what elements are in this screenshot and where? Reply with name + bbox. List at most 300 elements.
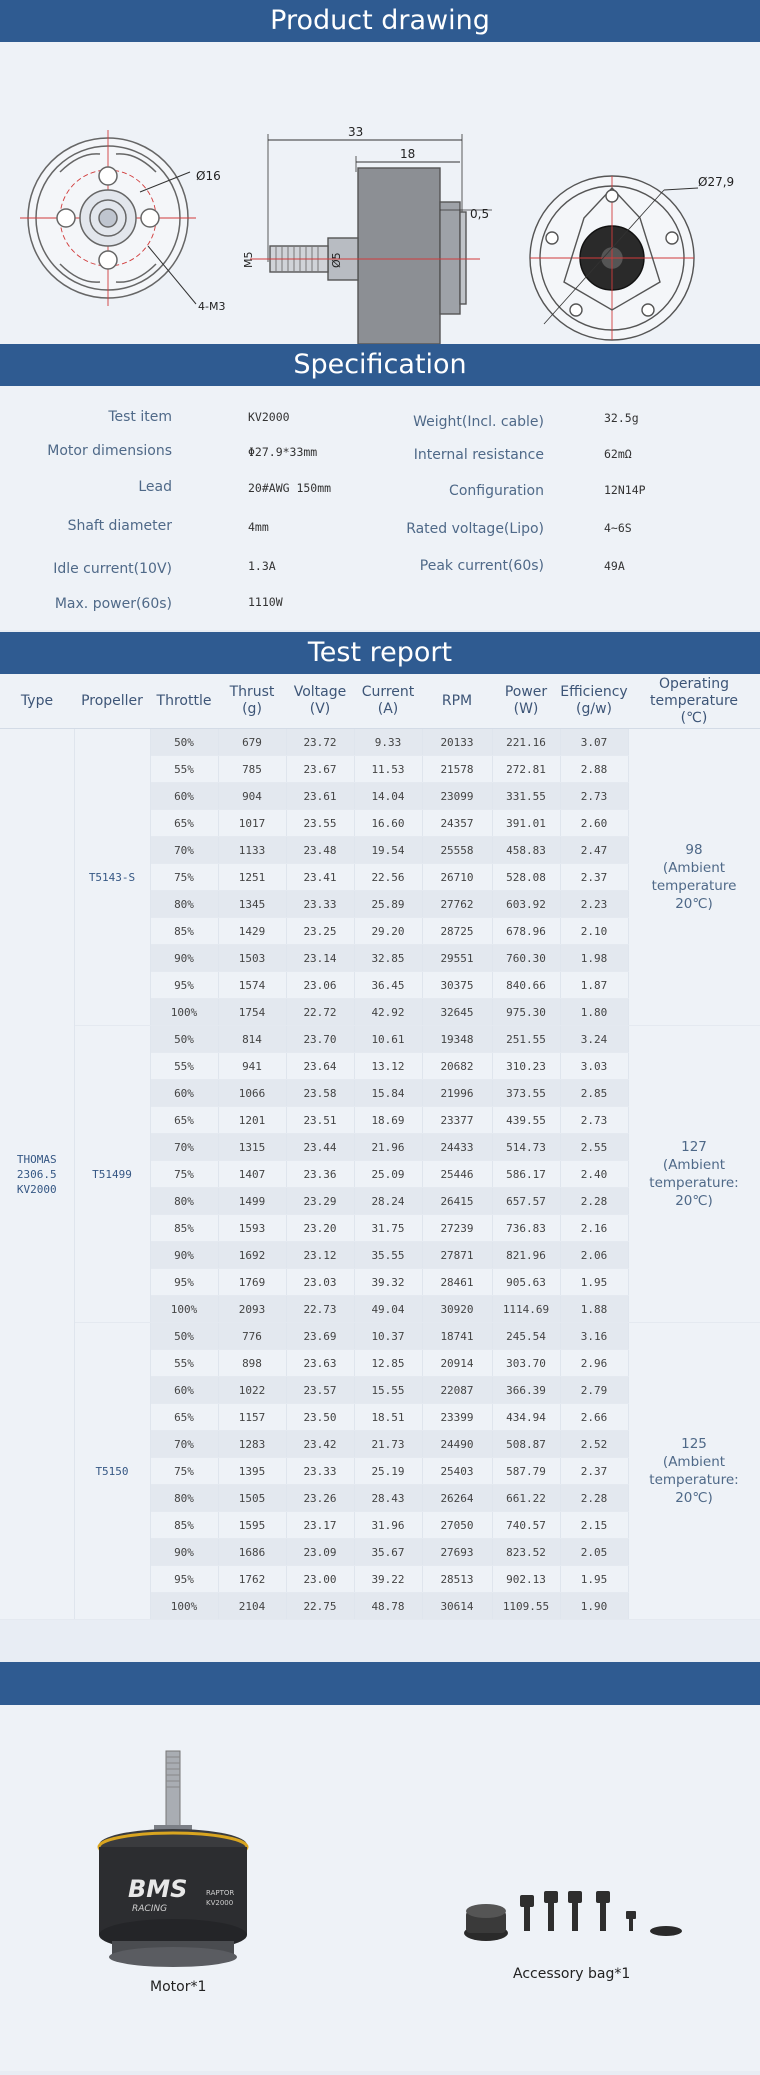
data-cell: 55% bbox=[150, 1350, 218, 1377]
data-cell: 23.50 bbox=[286, 1404, 354, 1431]
data-cell: 528.08 bbox=[492, 864, 560, 891]
data-cell: 1505 bbox=[218, 1485, 286, 1512]
data-cell: 11.53 bbox=[354, 756, 422, 783]
data-cell: 21996 bbox=[422, 1080, 492, 1107]
operating-temperature-cell: 127 (Ambient temperature: 20℃) bbox=[628, 1026, 760, 1323]
data-cell: 30614 bbox=[422, 1593, 492, 1620]
data-cell: 1429 bbox=[218, 918, 286, 945]
data-cell: 23.70 bbox=[286, 1026, 354, 1053]
accessory-bag-label: Accessory bag*1 bbox=[513, 1966, 631, 1982]
data-cell: 3.07 bbox=[560, 729, 628, 756]
data-cell: 32645 bbox=[422, 999, 492, 1026]
data-cell: 27762 bbox=[422, 891, 492, 918]
data-cell: 12.85 bbox=[354, 1350, 422, 1377]
dim-05-label: 0,5 bbox=[470, 207, 490, 221]
data-cell: 90% bbox=[150, 945, 218, 972]
data-cell: 2.28 bbox=[560, 1485, 628, 1512]
data-cell: 60% bbox=[150, 1377, 218, 1404]
dim-279-label: Ø27,9 bbox=[698, 175, 735, 189]
data-cell: 28.43 bbox=[354, 1485, 422, 1512]
column-header: Power (W) bbox=[492, 674, 560, 729]
data-cell: 303.70 bbox=[492, 1350, 560, 1377]
data-cell: 1.95 bbox=[560, 1269, 628, 1296]
product-drawing-title: Product drawing bbox=[270, 5, 490, 36]
spec-value: 1.3A bbox=[248, 559, 276, 573]
table-row bbox=[0, 729, 760, 756]
data-cell: 24433 bbox=[422, 1134, 492, 1161]
data-cell: 28461 bbox=[422, 1269, 492, 1296]
specification-title: Specification bbox=[293, 349, 467, 380]
data-cell: 60% bbox=[150, 783, 218, 810]
data-cell: 23.12 bbox=[286, 1242, 354, 1269]
data-cell: 22.75 bbox=[286, 1593, 354, 1620]
data-cell: 65% bbox=[150, 1404, 218, 1431]
data-cell: 10.37 bbox=[354, 1323, 422, 1350]
data-cell: 42.92 bbox=[354, 999, 422, 1026]
data-cell: 15.84 bbox=[354, 1080, 422, 1107]
data-cell: 1157 bbox=[218, 1404, 286, 1431]
data-cell: 9.33 bbox=[354, 729, 422, 756]
data-cell: 1407 bbox=[218, 1161, 286, 1188]
spec-value: Φ27.9*33mm bbox=[248, 445, 318, 459]
spec-label: Max. power(60s) bbox=[54, 596, 172, 612]
spec-value: 12N14P bbox=[604, 483, 646, 497]
data-cell: 18741 bbox=[422, 1323, 492, 1350]
data-cell: 22.73 bbox=[286, 1296, 354, 1323]
data-cell: 840.66 bbox=[492, 972, 560, 999]
data-cell: 1395 bbox=[218, 1458, 286, 1485]
operating-temperature-cell: 98 (Ambient temperature 20℃) bbox=[628, 729, 760, 1026]
data-cell: 23.41 bbox=[286, 864, 354, 891]
data-cell: 95% bbox=[150, 1566, 218, 1593]
spec-label: Shaft diameter bbox=[67, 518, 172, 534]
data-cell: 27693 bbox=[422, 1539, 492, 1566]
spec-label: Peak current(60s) bbox=[419, 558, 544, 574]
data-cell: 1.88 bbox=[560, 1296, 628, 1323]
data-cell: 272.81 bbox=[492, 756, 560, 783]
data-cell: 23.51 bbox=[286, 1107, 354, 1134]
data-cell: 251.55 bbox=[492, 1026, 560, 1053]
operating-temperature-cell: 125 (Ambient temperature: 20℃) bbox=[628, 1323, 760, 1620]
data-cell: 30375 bbox=[422, 972, 492, 999]
column-header: RPM bbox=[422, 674, 492, 729]
rear-view-drawing bbox=[530, 176, 698, 340]
data-cell: 25446 bbox=[422, 1161, 492, 1188]
data-cell: 2.16 bbox=[560, 1215, 628, 1242]
data-cell: 21.96 bbox=[354, 1134, 422, 1161]
table-body bbox=[0, 729, 760, 1620]
data-cell: 100% bbox=[150, 1296, 218, 1323]
data-cell: 23.26 bbox=[286, 1485, 354, 1512]
data-cell: 21.73 bbox=[354, 1431, 422, 1458]
data-cell: 1574 bbox=[218, 972, 286, 999]
data-cell: 23.36 bbox=[286, 1161, 354, 1188]
data-cell: 50% bbox=[150, 729, 218, 756]
test-report-title: Test report bbox=[307, 637, 453, 668]
accessories-area bbox=[0, 1705, 760, 2071]
data-cell: 22087 bbox=[422, 1377, 492, 1404]
data-cell: 439.55 bbox=[492, 1107, 560, 1134]
data-cell: 26264 bbox=[422, 1485, 492, 1512]
spec-value: 49A bbox=[604, 559, 625, 573]
data-cell: 35.55 bbox=[354, 1242, 422, 1269]
data-cell: 23.42 bbox=[286, 1431, 354, 1458]
data-cell: 23.17 bbox=[286, 1512, 354, 1539]
spec-label: Rated voltage(Lipo) bbox=[406, 521, 544, 537]
data-cell: 25.89 bbox=[354, 891, 422, 918]
dim-4m3-label: 4-M3 bbox=[198, 300, 226, 313]
dim-phi5-label: Ø5 bbox=[330, 252, 343, 268]
column-header: Operating temperature (℃) bbox=[628, 674, 760, 729]
data-cell: 23377 bbox=[422, 1107, 492, 1134]
data-cell: 31.96 bbox=[354, 1512, 422, 1539]
data-cell: 514.73 bbox=[492, 1134, 560, 1161]
data-cell: 603.92 bbox=[492, 891, 560, 918]
data-cell: 30920 bbox=[422, 1296, 492, 1323]
propeller-cell: T5143-S bbox=[74, 729, 150, 1026]
data-cell: 1499 bbox=[218, 1188, 286, 1215]
data-cell: 23.64 bbox=[286, 1053, 354, 1080]
data-cell: 2.96 bbox=[560, 1350, 628, 1377]
data-cell: 65% bbox=[150, 1107, 218, 1134]
data-cell: 1109.55 bbox=[492, 1593, 560, 1620]
data-cell: 331.55 bbox=[492, 783, 560, 810]
specification-table bbox=[0, 386, 760, 630]
data-cell: 221.16 bbox=[492, 729, 560, 756]
data-cell: 2.73 bbox=[560, 1107, 628, 1134]
data-cell: 18.51 bbox=[354, 1404, 422, 1431]
data-cell: 100% bbox=[150, 1593, 218, 1620]
data-cell: 904 bbox=[218, 783, 286, 810]
data-cell: 23.72 bbox=[286, 729, 354, 756]
spec-label: Idle current(10V) bbox=[53, 561, 172, 577]
front-view-drawing bbox=[20, 130, 196, 306]
data-cell: 1022 bbox=[218, 1377, 286, 1404]
data-cell: 2.60 bbox=[560, 810, 628, 837]
data-cell: 23.29 bbox=[286, 1188, 354, 1215]
data-cell: 27239 bbox=[422, 1215, 492, 1242]
data-cell: 19.54 bbox=[354, 837, 422, 864]
data-cell: 70% bbox=[150, 1134, 218, 1161]
propeller-cell: T51499 bbox=[74, 1026, 150, 1323]
data-cell: 90% bbox=[150, 1539, 218, 1566]
data-cell: 85% bbox=[150, 918, 218, 945]
data-cell: 1251 bbox=[218, 864, 286, 891]
data-cell: 65% bbox=[150, 810, 218, 837]
data-cell: 1283 bbox=[218, 1431, 286, 1458]
motor-model-text: RAPTOR bbox=[206, 1889, 235, 1897]
data-cell: 25403 bbox=[422, 1458, 492, 1485]
data-cell: 19348 bbox=[422, 1026, 492, 1053]
data-cell: 1754 bbox=[218, 999, 286, 1026]
motor-type-cell: THOMAS 2306.5 KV2000 bbox=[0, 729, 74, 1620]
data-cell: 736.83 bbox=[492, 1215, 560, 1242]
data-cell: 366.39 bbox=[492, 1377, 560, 1404]
data-cell: 23.09 bbox=[286, 1539, 354, 1566]
data-cell: 23.67 bbox=[286, 756, 354, 783]
data-cell: 23.57 bbox=[286, 1377, 354, 1404]
data-cell: 23.48 bbox=[286, 837, 354, 864]
data-cell: 1.87 bbox=[560, 972, 628, 999]
data-cell: 23.03 bbox=[286, 1269, 354, 1296]
test-report-table bbox=[0, 674, 760, 1620]
data-cell: 80% bbox=[150, 1485, 218, 1512]
data-cell: 23.06 bbox=[286, 972, 354, 999]
data-cell: 28.24 bbox=[354, 1188, 422, 1215]
column-header: Voltage (V) bbox=[286, 674, 354, 729]
data-cell: 14.04 bbox=[354, 783, 422, 810]
data-cell: 23.20 bbox=[286, 1215, 354, 1242]
data-cell: 434.94 bbox=[492, 1404, 560, 1431]
data-cell: 657.57 bbox=[492, 1188, 560, 1215]
data-cell: 70% bbox=[150, 1431, 218, 1458]
data-cell: 373.55 bbox=[492, 1080, 560, 1107]
spec-label: Lead bbox=[138, 479, 172, 495]
spec-value: 32.5g bbox=[604, 411, 639, 425]
data-cell: 28725 bbox=[422, 918, 492, 945]
data-cell: 2.37 bbox=[560, 864, 628, 891]
table-row bbox=[0, 1323, 760, 1350]
data-cell: 36.45 bbox=[354, 972, 422, 999]
spec-value: 20#AWG 150mm bbox=[248, 481, 332, 495]
spec-label: Weight(Incl. cable) bbox=[413, 414, 544, 430]
table-header-row bbox=[0, 674, 760, 729]
data-cell: 23.14 bbox=[286, 945, 354, 972]
data-cell: 23.58 bbox=[286, 1080, 354, 1107]
data-cell: 3.03 bbox=[560, 1053, 628, 1080]
data-cell: 679 bbox=[218, 729, 286, 756]
data-cell: 23099 bbox=[422, 783, 492, 810]
data-cell: 1686 bbox=[218, 1539, 286, 1566]
accessories-header-band bbox=[0, 1662, 760, 1705]
data-cell: 2.66 bbox=[560, 1404, 628, 1431]
propeller-cell: T5150 bbox=[74, 1323, 150, 1620]
data-cell: 661.22 bbox=[492, 1485, 560, 1512]
data-cell: 2.52 bbox=[560, 1431, 628, 1458]
data-cell: 55% bbox=[150, 756, 218, 783]
data-cell: 586.17 bbox=[492, 1161, 560, 1188]
data-cell: 760.30 bbox=[492, 945, 560, 972]
data-cell: 18.69 bbox=[354, 1107, 422, 1134]
spec-value: 4~6S bbox=[604, 521, 632, 535]
data-cell: 35.67 bbox=[354, 1539, 422, 1566]
data-cell: 2.15 bbox=[560, 1512, 628, 1539]
data-cell: 821.96 bbox=[492, 1242, 560, 1269]
spec-value: 62mΩ bbox=[604, 447, 632, 461]
data-cell: 1692 bbox=[218, 1242, 286, 1269]
data-cell: 1114.69 bbox=[492, 1296, 560, 1323]
side-view-drawing bbox=[250, 134, 492, 344]
column-header: Efficiency (g/w) bbox=[560, 674, 628, 729]
data-cell: 1503 bbox=[218, 945, 286, 972]
data-cell: 2.23 bbox=[560, 891, 628, 918]
dim-18-label: 18 bbox=[400, 147, 416, 161]
data-cell: 391.01 bbox=[492, 810, 560, 837]
data-cell: 2.79 bbox=[560, 1377, 628, 1404]
data-cell: 902.13 bbox=[492, 1566, 560, 1593]
data-cell: 23.61 bbox=[286, 783, 354, 810]
data-cell: 2104 bbox=[218, 1593, 286, 1620]
data-cell: 25.09 bbox=[354, 1161, 422, 1188]
data-cell: 1017 bbox=[218, 810, 286, 837]
data-cell: 90% bbox=[150, 1242, 218, 1269]
data-cell: 905.63 bbox=[492, 1269, 560, 1296]
motor-sub-text: RACING bbox=[132, 1904, 168, 1914]
dim-m5-label: M5 bbox=[242, 251, 255, 268]
data-cell: 48.78 bbox=[354, 1593, 422, 1620]
data-cell: 24490 bbox=[422, 1431, 492, 1458]
data-cell: 1762 bbox=[218, 1566, 286, 1593]
data-cell: 1201 bbox=[218, 1107, 286, 1134]
data-cell: 23.63 bbox=[286, 1350, 354, 1377]
data-cell: 776 bbox=[218, 1323, 286, 1350]
data-cell: 2.55 bbox=[560, 1134, 628, 1161]
spec-label: Internal resistance bbox=[413, 447, 544, 463]
data-cell: 1315 bbox=[218, 1134, 286, 1161]
data-cell: 16.60 bbox=[354, 810, 422, 837]
data-cell: 1.95 bbox=[560, 1566, 628, 1593]
data-cell: 975.30 bbox=[492, 999, 560, 1026]
data-cell: 2.28 bbox=[560, 1188, 628, 1215]
data-cell: 24357 bbox=[422, 810, 492, 837]
data-cell: 23.25 bbox=[286, 918, 354, 945]
data-cell: 13.12 bbox=[354, 1053, 422, 1080]
dim-16-label: Ø16 bbox=[196, 169, 221, 183]
data-cell: 22.56 bbox=[354, 864, 422, 891]
data-cell: 75% bbox=[150, 1161, 218, 1188]
data-cell: 31.75 bbox=[354, 1215, 422, 1242]
accessories-illustration bbox=[0, 1705, 760, 2071]
data-cell: 1769 bbox=[218, 1269, 286, 1296]
data-cell: 245.54 bbox=[492, 1323, 560, 1350]
data-cell: 95% bbox=[150, 1269, 218, 1296]
data-cell: 26710 bbox=[422, 864, 492, 891]
data-cell: 39.32 bbox=[354, 1269, 422, 1296]
motor-kv-text: KV2000 bbox=[206, 1899, 234, 1907]
data-cell: 23.00 bbox=[286, 1566, 354, 1593]
data-cell: 27871 bbox=[422, 1242, 492, 1269]
data-cell: 508.87 bbox=[492, 1431, 560, 1458]
data-cell: 785 bbox=[218, 756, 286, 783]
data-cell: 50% bbox=[150, 1323, 218, 1350]
column-header: Current (A) bbox=[354, 674, 422, 729]
motor-image bbox=[99, 1751, 247, 1967]
data-cell: 814 bbox=[218, 1026, 286, 1053]
data-cell: 2.05 bbox=[560, 1539, 628, 1566]
data-cell: 3.16 bbox=[560, 1323, 628, 1350]
data-cell: 29.20 bbox=[354, 918, 422, 945]
column-header: Type bbox=[0, 674, 74, 729]
data-cell: 3.24 bbox=[560, 1026, 628, 1053]
data-cell: 2.10 bbox=[560, 918, 628, 945]
data-cell: 2.37 bbox=[560, 1458, 628, 1485]
data-cell: 80% bbox=[150, 1188, 218, 1215]
test-report-area bbox=[0, 674, 760, 1613]
column-header: Throttle bbox=[150, 674, 218, 729]
data-cell: 1595 bbox=[218, 1512, 286, 1539]
spec-value: 1110W bbox=[248, 595, 283, 609]
data-cell: 1.90 bbox=[560, 1593, 628, 1620]
data-cell: 75% bbox=[150, 864, 218, 891]
table-row bbox=[0, 1026, 760, 1053]
data-cell: 80% bbox=[150, 891, 218, 918]
spec-value: KV2000 bbox=[248, 410, 290, 424]
data-cell: 1.98 bbox=[560, 945, 628, 972]
data-cell: 458.83 bbox=[492, 837, 560, 864]
data-cell: 15.55 bbox=[354, 1377, 422, 1404]
dim-33-label: 33 bbox=[348, 125, 364, 139]
data-cell: 75% bbox=[150, 1458, 218, 1485]
data-cell: 85% bbox=[150, 1512, 218, 1539]
data-cell: 23.33 bbox=[286, 891, 354, 918]
data-cell: 2093 bbox=[218, 1296, 286, 1323]
data-cell: 2.40 bbox=[560, 1161, 628, 1188]
accessory-parts-image bbox=[464, 1891, 682, 1941]
data-cell: 10.61 bbox=[354, 1026, 422, 1053]
data-cell: 898 bbox=[218, 1350, 286, 1377]
data-cell: 28513 bbox=[422, 1566, 492, 1593]
spec-label: Configuration bbox=[449, 483, 544, 499]
column-header: Propeller bbox=[74, 674, 150, 729]
data-cell: 55% bbox=[150, 1053, 218, 1080]
data-cell: 39.22 bbox=[354, 1566, 422, 1593]
data-cell: 23.69 bbox=[286, 1323, 354, 1350]
data-cell: 587.79 bbox=[492, 1458, 560, 1485]
data-cell: 678.96 bbox=[492, 918, 560, 945]
data-cell: 23.33 bbox=[286, 1458, 354, 1485]
test-report-header bbox=[0, 632, 760, 674]
data-cell: 2.47 bbox=[560, 837, 628, 864]
data-cell: 740.57 bbox=[492, 1512, 560, 1539]
product-drawing-area bbox=[0, 42, 760, 344]
data-cell: 20133 bbox=[422, 729, 492, 756]
data-cell: 23399 bbox=[422, 1404, 492, 1431]
data-cell: 85% bbox=[150, 1215, 218, 1242]
data-cell: 26415 bbox=[422, 1188, 492, 1215]
spec-label: Motor dimensions bbox=[47, 443, 172, 459]
data-cell: 1593 bbox=[218, 1215, 286, 1242]
data-cell: 20682 bbox=[422, 1053, 492, 1080]
data-cell: 27050 bbox=[422, 1512, 492, 1539]
data-cell: 823.52 bbox=[492, 1539, 560, 1566]
data-cell: 22.72 bbox=[286, 999, 354, 1026]
data-cell: 95% bbox=[150, 972, 218, 999]
motor-brand-text: BMS bbox=[128, 1875, 188, 1903]
spec-label: Test item bbox=[108, 409, 172, 425]
data-cell: 941 bbox=[218, 1053, 286, 1080]
data-cell: 1345 bbox=[218, 891, 286, 918]
data-cell: 21578 bbox=[422, 756, 492, 783]
data-cell: 1066 bbox=[218, 1080, 286, 1107]
data-cell: 1.80 bbox=[560, 999, 628, 1026]
data-cell: 2.06 bbox=[560, 1242, 628, 1269]
data-cell: 49.04 bbox=[354, 1296, 422, 1323]
data-cell: 1133 bbox=[218, 837, 286, 864]
spec-value: 4mm bbox=[248, 520, 269, 534]
specification-header bbox=[0, 344, 760, 386]
product-drawing-header bbox=[0, 0, 760, 42]
data-cell: 2.73 bbox=[560, 783, 628, 810]
data-cell: 60% bbox=[150, 1080, 218, 1107]
data-cell: 32.85 bbox=[354, 945, 422, 972]
data-cell: 23.55 bbox=[286, 810, 354, 837]
data-cell: 29551 bbox=[422, 945, 492, 972]
data-cell: 70% bbox=[150, 837, 218, 864]
data-cell: 100% bbox=[150, 999, 218, 1026]
data-cell: 2.85 bbox=[560, 1080, 628, 1107]
motor-label: Motor*1 bbox=[150, 1979, 207, 1995]
data-cell: 20914 bbox=[422, 1350, 492, 1377]
